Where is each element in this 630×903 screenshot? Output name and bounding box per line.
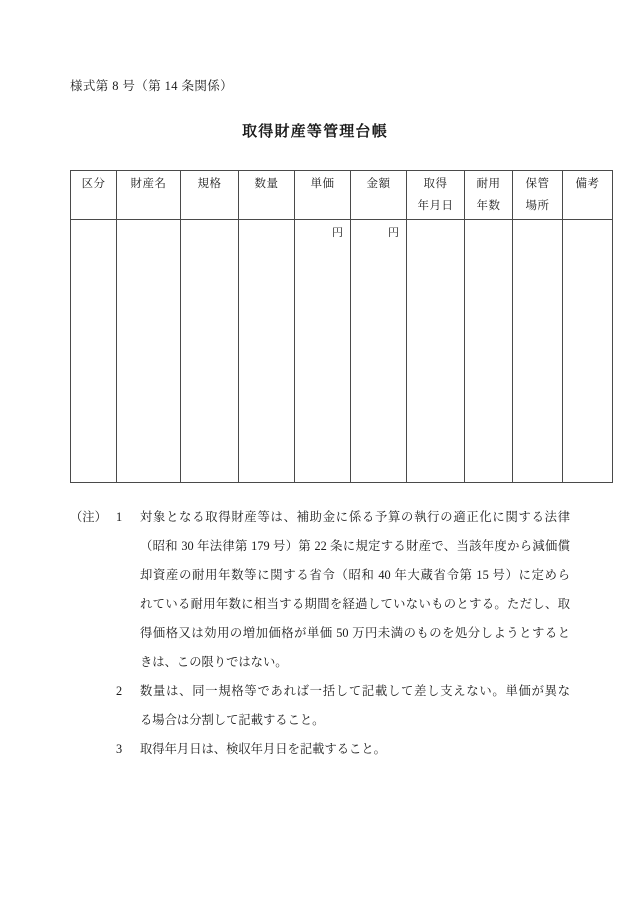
- form-number: 様式第 8 号（第 14 条関係）: [70, 79, 234, 93]
- column-header-zaisanmei: [117, 171, 181, 220]
- column-header-kikaku: [181, 171, 239, 220]
- table-header-row: [71, 171, 613, 220]
- column-header-hokan-line1: 保管: [525, 178, 550, 190]
- column-header-shutoku-line2: 年月日: [417, 200, 454, 212]
- note-1-line-6: きは、この限りではない。: [140, 655, 288, 669]
- cell-shutoku-nengappi[interactable]: [407, 220, 465, 483]
- note-3-line-1: 取得年月日は、検収年月日を記載すること。: [140, 742, 386, 756]
- note-1-line-5: 得価格又は効用の増加価格が単価 50 万円未満のものを処分しようとすると: [140, 626, 570, 640]
- cell-kubun-value: [71, 220, 116, 224]
- column-header-taiyo-line2: 年数: [476, 200, 501, 212]
- cell-bikou[interactable]: [563, 220, 613, 483]
- cell-bikou-value: [563, 220, 612, 224]
- table-row: [71, 220, 613, 483]
- acquired-property-ledger-table: [70, 170, 613, 483]
- note-item-1: [70, 503, 570, 677]
- column-header-kubun: [71, 171, 117, 220]
- cell-suryo[interactable]: [239, 220, 295, 483]
- cell-hokan-basho[interactable]: [513, 220, 563, 483]
- note-item-2: [70, 677, 570, 735]
- note-number-3: 3: [116, 742, 123, 756]
- cell-taiyo-value: [465, 220, 512, 224]
- cell-shutoku-value: [407, 220, 464, 224]
- column-header-tanka-line1: 単価: [310, 178, 335, 190]
- cell-zaisanmei[interactable]: [117, 220, 181, 483]
- note-1-line-3: 却資産の耐用年数等に関する省令（昭和 40 年大蔵省令第 15 号）に定めら: [140, 568, 570, 582]
- cell-kingaku-unit: 円: [388, 227, 399, 239]
- column-header-bikou-line1: 備考: [575, 178, 600, 190]
- ledger-table-container: [70, 170, 600, 483]
- cell-tanka-unit: 円: [332, 227, 343, 239]
- note-1-line-2: （昭和 30 年法律第 179 号）第 22 条に規定する財産で、当該年度から減価償: [140, 539, 570, 553]
- column-header-zaisanmei-line1: 財産名: [130, 178, 167, 190]
- column-header-kingaku-line1: 金額: [366, 178, 391, 190]
- cell-taiyo-nensu[interactable]: [465, 220, 513, 483]
- note-item-3: [70, 735, 570, 764]
- column-header-shutoku-line1: 取得: [423, 178, 448, 190]
- cell-kikaku-value: [181, 220, 238, 224]
- column-header-hokan-line2: 場所: [525, 200, 550, 212]
- column-header-kingaku: [351, 171, 407, 220]
- cell-kingaku[interactable]: [351, 220, 407, 483]
- page-title: 取得財産等管理台帳: [242, 124, 388, 140]
- note-1-line-4: れている耐用年数に相当する期間を経過していないものとする。ただし、取: [140, 597, 570, 611]
- column-header-suryo: [239, 171, 295, 220]
- note-text-1: [140, 503, 570, 677]
- note-number-1: 1: [116, 510, 123, 524]
- cell-kubun[interactable]: [71, 220, 117, 483]
- cell-kikaku[interactable]: [181, 220, 239, 483]
- column-header-kikaku-line1: 規格: [197, 178, 222, 190]
- note-2-line-1: 数量は、同一規格等であれば一括して記載して差し支えない。単価が異な: [140, 684, 570, 698]
- column-header-hokan-basho: [513, 171, 563, 220]
- notes-label: （注）: [70, 510, 107, 524]
- column-header-suryo-line1: 数量: [254, 178, 279, 190]
- cell-zaisanmei-value: [117, 220, 180, 224]
- notes-section: [70, 503, 570, 764]
- note-1-line-1: 対象となる取得財産等は、補助金に係る予算の執行の適正化に関する法律: [140, 510, 570, 524]
- note-number-2: 2: [116, 684, 123, 698]
- column-header-tanka: [295, 171, 351, 220]
- cell-suryo-value: [239, 220, 294, 224]
- cell-hokan-value: [513, 220, 562, 224]
- column-header-shutoku-nengappi: [407, 171, 465, 220]
- note-2-line-2: る場合は分割して記載すること。: [140, 713, 325, 727]
- cell-tanka[interactable]: [295, 220, 351, 483]
- column-header-bikou: [563, 171, 613, 220]
- note-text-2: [140, 677, 570, 735]
- column-header-taiyo-nensu: [465, 171, 513, 220]
- column-header-taiyo-line1: 耐用: [476, 178, 501, 190]
- column-header-kubun-line1: 区分: [81, 178, 106, 190]
- note-text-3: [140, 735, 570, 764]
